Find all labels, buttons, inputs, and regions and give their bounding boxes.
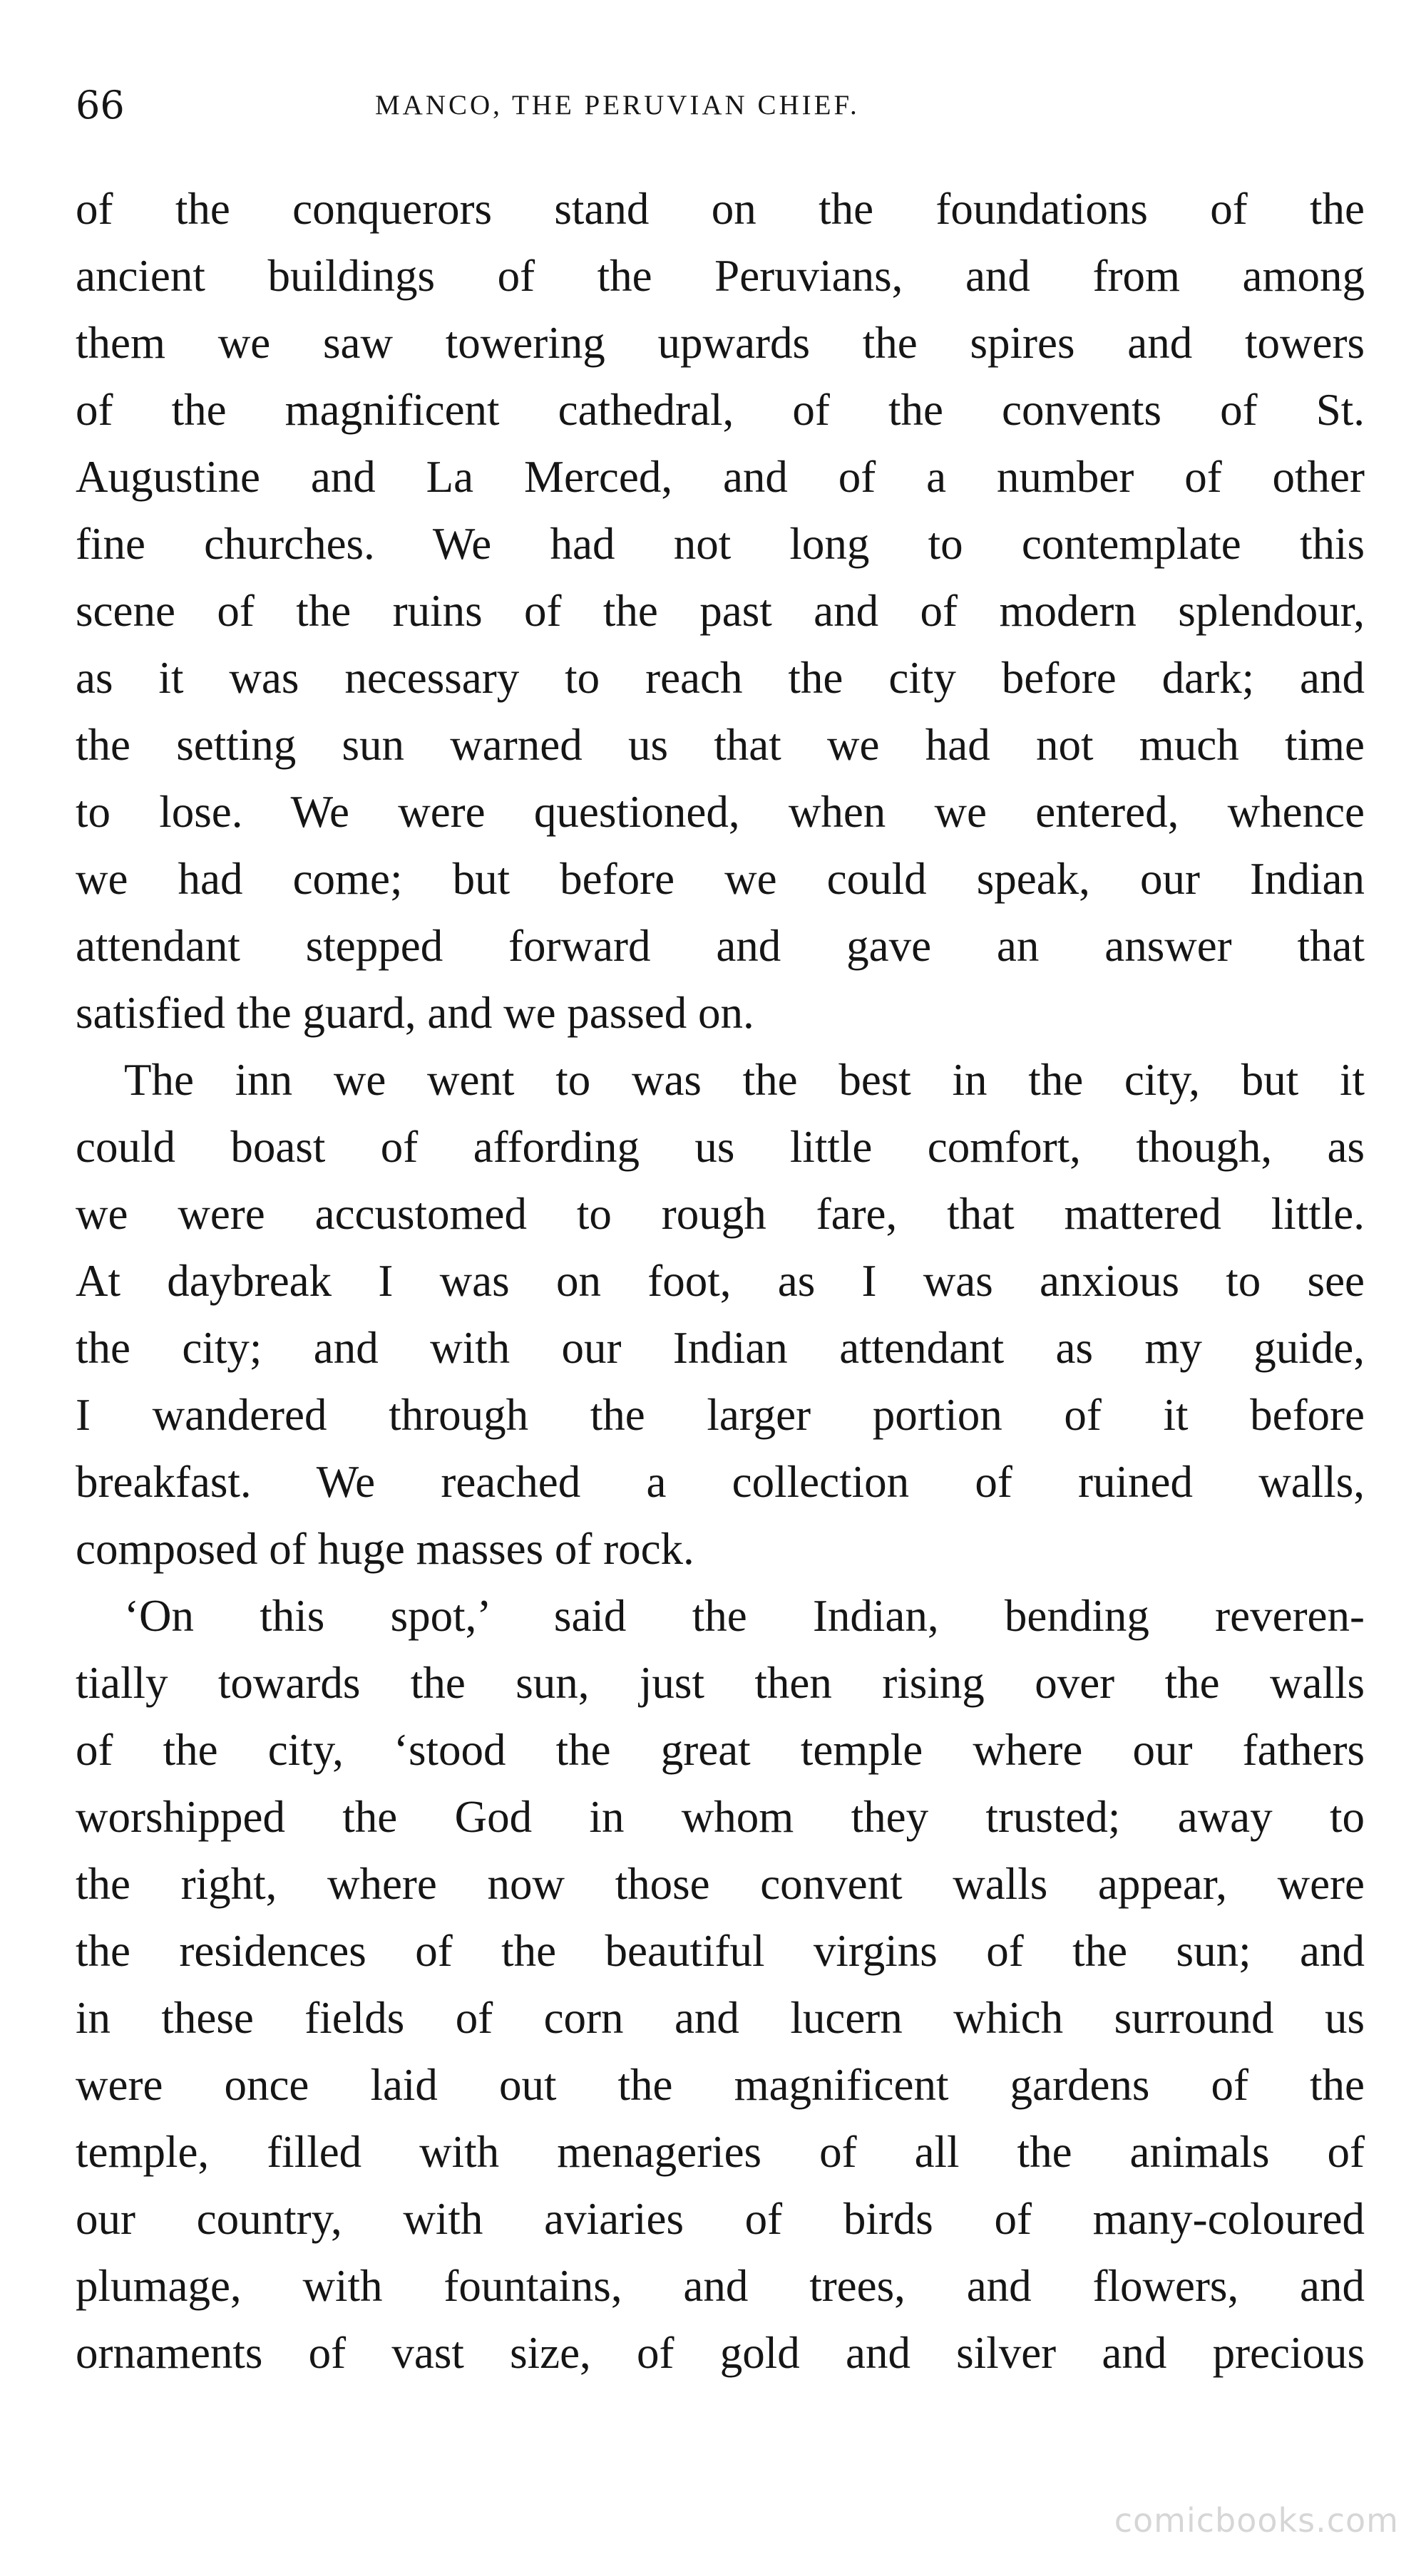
text-line: ornaments of vast size, of gold and silver and precious — [76, 2328, 1365, 2378]
text-line: we had come; but before we could speak, our Indian — [76, 854, 1365, 904]
text-line: of the magnificent cathedral, of the convents of St. — [76, 385, 1365, 435]
text-line: composed of huge masses of rock. — [76, 1524, 694, 1574]
watermark: comicbooks.com — [1114, 2501, 1399, 2540]
text-line: in these fields of corn and lucern which surround us — [76, 1993, 1365, 2043]
text-line: At daybreak I was on foot, as I was anxious to see — [76, 1256, 1365, 1306]
text-line: to lose. We were questioned, when we entered, whence — [76, 787, 1365, 837]
text-line: could boast of affording us little comfort, though, as — [76, 1122, 1365, 1172]
text-line: the setting sun warned us that we had not much time — [76, 720, 1365, 770]
text-line: as it was necessary to reach the city before dark; and — [76, 653, 1365, 703]
body-text — [76, 175, 1365, 2386]
text-line: the right, where now those convent walls appear, were — [76, 1859, 1365, 1909]
text-line: them we saw towering upwards the spires and towers — [76, 318, 1365, 368]
text-line: fine churches. We had not long to contemplate this — [76, 519, 1365, 569]
text-line: our country, with aviaries of birds of many-coloured — [76, 2194, 1365, 2244]
page-header — [76, 77, 1365, 134]
text-line: of the city, ‘stood the great temple where our fathers — [76, 1725, 1365, 1775]
text-line: I wandered through the larger portion of it before — [76, 1390, 1365, 1440]
text-line: tially towards the sun, just then rising over the walls — [76, 1658, 1365, 1708]
text-line: the city; and with our Indian attendant as my guide, — [76, 1323, 1365, 1373]
text-line: plumage, with fountains, and trees, and flowers, and — [76, 2261, 1365, 2311]
paragraph-2 — [76, 1046, 1365, 1582]
text-line: The inn we went to was the best in the city, but it — [124, 1055, 1365, 1105]
page-number: 66 — [76, 83, 125, 128]
text-line: the residences of the beautiful virgins of the sun; and — [76, 1926, 1365, 1976]
text-line: scene of the ruins of the past and of modern splendour, — [76, 586, 1365, 636]
text-line: worshipped the God in whom they trusted; away to — [76, 1792, 1365, 1842]
text-line: were once laid out the magnificent gardens of the — [76, 2060, 1365, 2110]
text-line: Augustine and La Merced, and of a number of other — [76, 452, 1365, 502]
text-line: we were accustomed to rough fare, that mattered little. — [76, 1189, 1365, 1239]
paragraph-3 — [76, 1582, 1365, 2386]
paragraph-1 — [76, 175, 1365, 1046]
running-head: MANCO, THE PERUVIAN CHIEF. — [375, 90, 860, 120]
text-line: of the conquerors stand on the foundations of the — [76, 184, 1365, 234]
text-line: attendant stepped forward and gave an answer that — [76, 921, 1365, 971]
text-line: satisfied the guard, and we passed on. — [76, 988, 754, 1038]
text-line: ‘On this spot,’ said the Indian, bending reveren- — [124, 1591, 1365, 1641]
text-line: ancient buildings of the Peruvians, and from among — [76, 251, 1365, 301]
text-line: breakfast. We reached a collection of ruined walls, — [76, 1457, 1365, 1507]
text-line: temple, filled with menageries of all the animals of — [76, 2127, 1365, 2177]
